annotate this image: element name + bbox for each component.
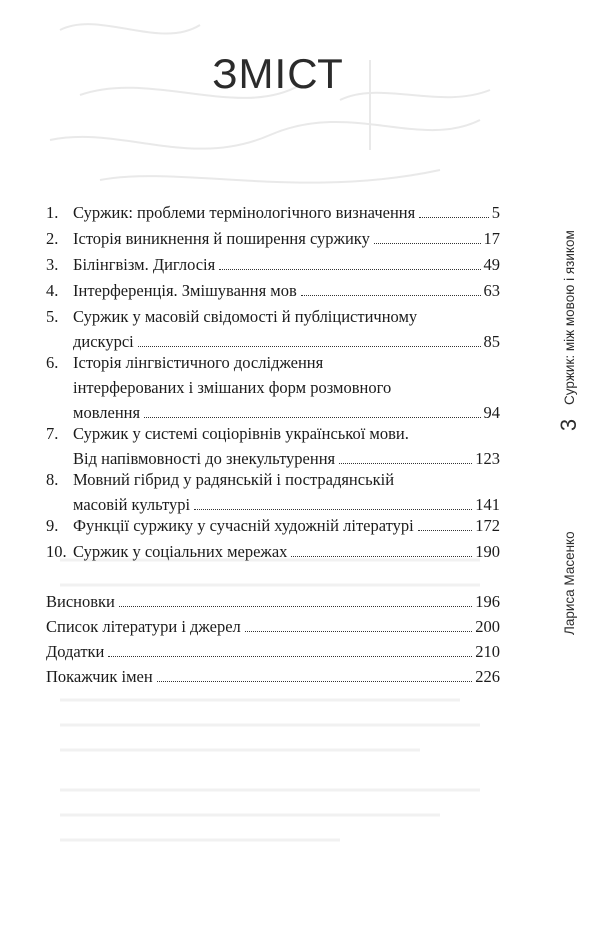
toc-entry-page: 17 [483, 229, 500, 248]
back-matter-page: 196 [475, 592, 500, 611]
toc-entry-number: 6. [46, 353, 59, 372]
toc-entry-page: 172 [475, 516, 500, 535]
toc-entry-page: 5 [491, 203, 500, 222]
leader-dots [157, 681, 473, 682]
leader-dots [108, 656, 472, 657]
toc-entry-title: Історія виникнення й поширення суржику [73, 229, 370, 248]
toc-entry-title-cont: дискурсі [73, 332, 134, 351]
running-header [546, 205, 586, 635]
toc-entry-number: 10. [46, 542, 67, 561]
leader-dots [245, 631, 473, 632]
toc-entry-title-cont: інтерферованих і змішаних форм розмовного [73, 378, 392, 397]
toc-entry-number: 1. [46, 203, 59, 222]
leader-dots [291, 556, 472, 557]
leader-dots [144, 417, 480, 418]
leader-dots [138, 346, 481, 347]
toc-entry-title-cont: мовлення [73, 403, 141, 422]
toc-entry-page: 63 [483, 281, 500, 300]
toc-entry-number: 5. [46, 307, 59, 326]
toc-entry-title: Інтерференція. Змішування мов [73, 281, 297, 300]
toc-entry-number: 2. [46, 229, 59, 248]
toc-entry-title: Білінгвізм. Диглосія [73, 255, 216, 274]
toc-entry-title: Суржик у соціальних мережах [73, 542, 288, 561]
leader-dots [219, 269, 480, 270]
back-matter-page: 210 [475, 642, 500, 661]
toc-entry-number: 4. [46, 281, 59, 300]
toc-entry-number: 7. [46, 424, 59, 443]
back-matter-title: Висновки [46, 592, 115, 611]
page-number: 3 [556, 418, 581, 432]
page-title: ЗМІСТ [212, 50, 344, 97]
toc-entry-page: 123 [475, 449, 500, 468]
back-matter-page: 200 [475, 617, 500, 636]
toc-entry-title: Суржик у системі соціорівнів української мови. [73, 424, 409, 443]
toc-entry-page: 94 [483, 403, 500, 422]
toc-entry-title: Суржик: проблеми термінологічного визначення [73, 203, 416, 222]
toc-entry-title-cont: Від напівмовності до знекультурення [73, 449, 336, 468]
toc-entry-title: Суржик у масовій свідомості й публіцистичному [73, 307, 418, 326]
running-header-book-title: Суржик: між мовою і язиком [561, 230, 577, 405]
toc-entry-page: 85 [483, 332, 500, 351]
back-matter-title: Список літератури і джерел [46, 617, 241, 636]
leader-dots [194, 509, 472, 510]
leader-dots [418, 530, 473, 531]
running-header-author: Лариса Масенко [561, 531, 577, 635]
toc-entry-number: 9. [46, 516, 59, 535]
back-matter-title: Покажчик імен [46, 667, 153, 686]
leader-dots [119, 606, 472, 607]
toc-entry-page: 49 [483, 255, 500, 274]
leader-dots [339, 463, 472, 464]
toc-entry-title: Функції суржику у сучасній художній літературі [73, 516, 414, 535]
toc-entry-title: Мовний гібрид у радянській і пострадянській [73, 470, 395, 489]
toc-entry-page: 141 [475, 495, 500, 514]
toc-entry-page: 190 [475, 542, 500, 561]
toc-entry-title: Історія лінгвістичного дослідження [73, 353, 324, 372]
leader-dots [301, 295, 481, 296]
back-matter-title: Додатки [46, 642, 105, 661]
back-matter-page: 226 [475, 667, 500, 686]
leader-dots [419, 217, 489, 218]
toc-entry-number: 3. [46, 255, 59, 274]
toc-entry-number: 8. [46, 470, 59, 489]
leader-dots [374, 243, 481, 244]
toc-entry-title-cont: масовій культурі [73, 495, 191, 514]
